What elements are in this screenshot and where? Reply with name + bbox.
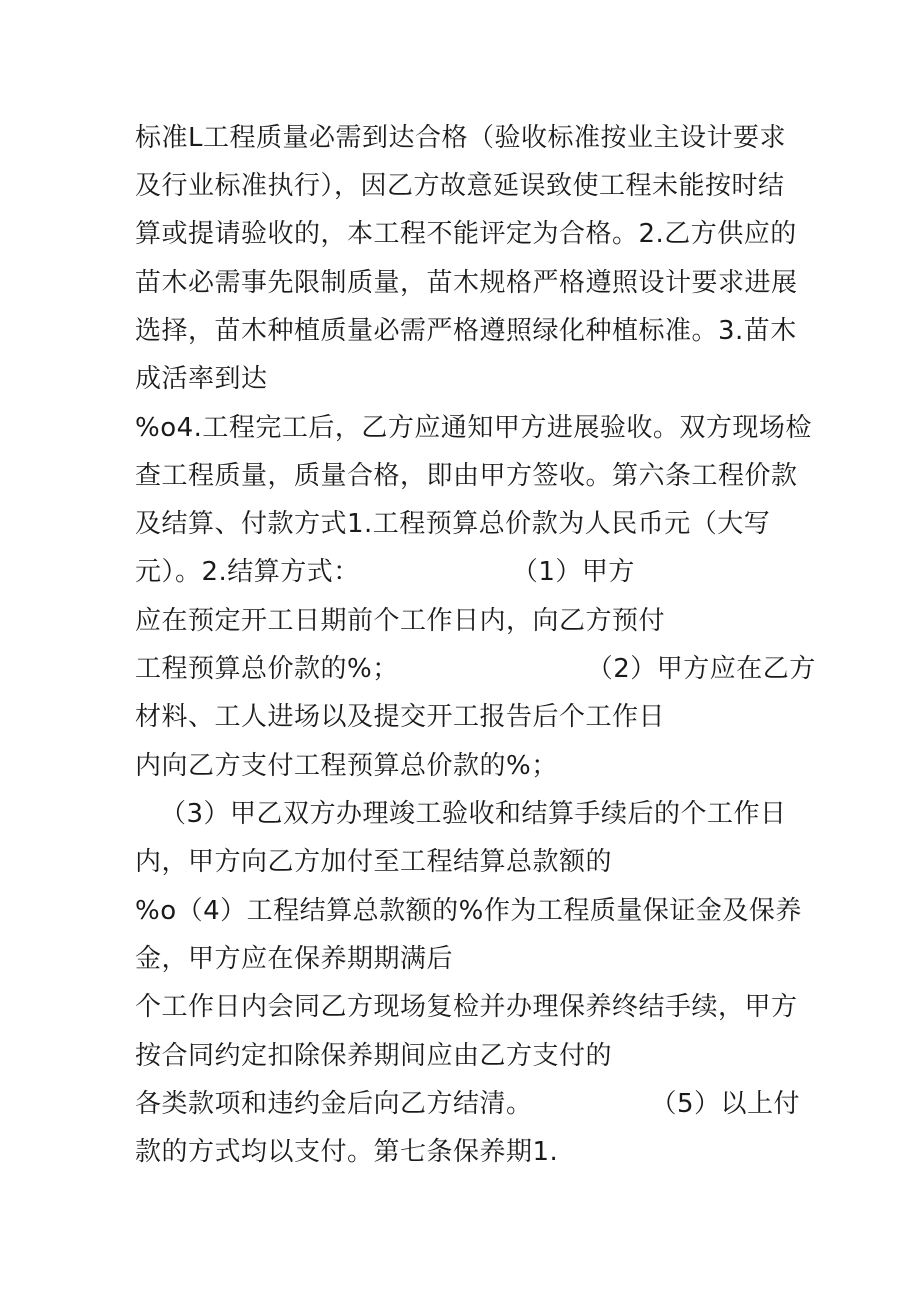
text-line: 标准L工程质量必需到达合格（验收标准按业主设计要求 bbox=[135, 123, 786, 153]
text-segment: 工程预算总价款的%； bbox=[135, 654, 399, 684]
text-line: 按合同约定扣除保养期间应由乙方支付的 bbox=[135, 1041, 613, 1071]
text-line: 查工程质量，质量合格，即由甲方签收。第六条工程价款 bbox=[135, 461, 798, 491]
text-line: 成活率到达 bbox=[135, 364, 268, 394]
text-line: 款的方式均以支付。第七条保养期1. bbox=[135, 1137, 559, 1167]
text-line: 选择，苗木种植质量必需严格遵照绿化种植标准。3.苗木 bbox=[135, 316, 797, 346]
text-segment: 元）。2.结算方式： bbox=[135, 557, 360, 587]
text-line: （3）甲乙双方办理竣工验收和结算手续后的个工作日 bbox=[160, 799, 787, 829]
text-line: 及行业标准执行），因乙方故意延误致使工程未能按时结 bbox=[135, 171, 785, 201]
text-segment: 各类款项和违约金后向乙方结清。 bbox=[135, 1089, 533, 1119]
text-line bbox=[135, 552, 635, 592]
text-line bbox=[135, 649, 816, 689]
text-line: %o4.工程完工后，乙方应通知甲方进展验收。双方现场检 bbox=[135, 413, 812, 443]
text-line: 苗木必需事先限制质量，苗木规格严格遵照设计要求进展 bbox=[135, 268, 798, 298]
text-line: 内，甲方向乙方加付至工程结算总款额的 bbox=[135, 847, 613, 877]
text-line: %o（4）工程结算总款额的%作为工程质量保证金及保养 bbox=[135, 896, 802, 926]
text-line: 及结算、付款方式1.工程预算总价款为人民币元（大写 bbox=[135, 509, 771, 539]
text-segment: （5）以上付 bbox=[650, 1089, 801, 1119]
text-line bbox=[135, 1084, 800, 1124]
text-segment: （2）甲方应在乙方 bbox=[586, 654, 816, 684]
text-line: 内向乙方支付工程预算总价款的%； bbox=[135, 751, 558, 781]
text-line: 应在预定开工日期前个工作日内，向乙方预付 bbox=[135, 606, 666, 636]
text-segment: （1）甲方 bbox=[511, 557, 635, 587]
text-line: 金，甲方应在保养期期满后 bbox=[135, 944, 454, 974]
text-line: 个工作日内会同乙方现场复检并办理保养终结手续，甲方 bbox=[135, 992, 798, 1022]
text-line: 材料、工人进场以及提交开工报告后个工作日 bbox=[135, 702, 666, 732]
text-line: 算或提请验收的，本工程不能评定为合格。2.乙方供应的 bbox=[135, 219, 797, 249]
